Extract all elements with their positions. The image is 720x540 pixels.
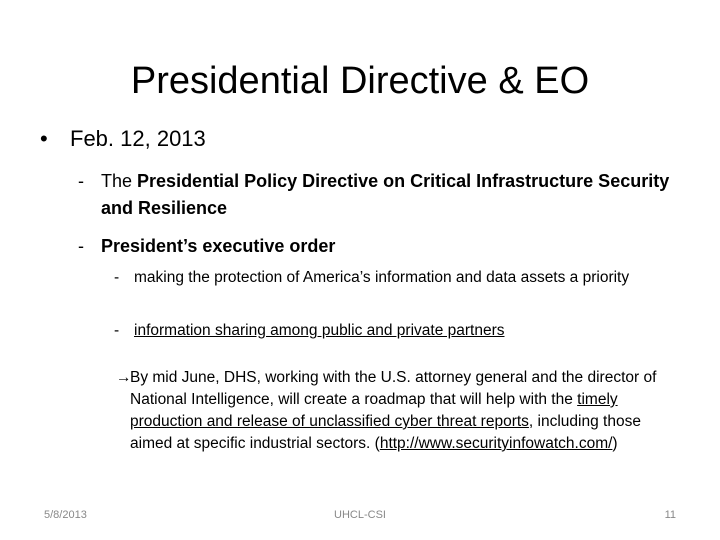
arrow-paragraph <box>116 367 661 455</box>
slide-title: Presidential Directive & EO <box>130 60 590 102</box>
source-link[interactable]: http://www.securityinfowatch.com/ <box>379 435 613 452</box>
sub-sub-item-information-sharing <box>114 320 674 342</box>
bullet-text: Feb. 12, 2013 <box>70 126 206 151</box>
sub-item-executive-order <box>78 233 698 260</box>
sub-item-text <box>101 168 698 222</box>
footer-center: UHCL-CSI <box>334 509 386 521</box>
sub-sub-item-text: information sharing among public and private partners <box>134 322 505 339</box>
arrow-icon: → <box>116 369 132 386</box>
paragraph-part-3: ) <box>612 435 618 452</box>
arrow-paragraph-text <box>130 367 661 455</box>
sub-item-bold: President’s executive order <box>101 236 336 256</box>
dash-marker: - <box>78 171 84 191</box>
footer-page-number: 11 <box>664 509 676 521</box>
sub-item-policy-directive <box>78 168 698 222</box>
dash-marker: - <box>114 322 120 339</box>
sub-item-prefix: The <box>101 171 138 191</box>
paragraph-part-1: By mid June, DHS, working with the U.S. attorney general and the director of National Intelligence, will create a roadmap that will help with the <box>130 369 657 408</box>
sub-sub-item-protection <box>114 267 674 289</box>
bullet-item-date <box>40 124 206 154</box>
bullet-marker: • <box>40 126 48 151</box>
paragraph-part-2: , including those aimed at specific industrial sectors. ( <box>130 413 641 452</box>
sub-sub-item-text: making the protection of America’s information and data assets a priority <box>134 269 630 286</box>
sub-item-bold: Presidential Policy Directive on Critical Infrastructure Security and Resilience <box>101 171 670 218</box>
paragraph-underlined: timely production and release of unclassified cyber threat reports <box>130 391 618 430</box>
dash-marker: - <box>78 236 84 256</box>
dash-marker: - <box>114 269 120 286</box>
footer-date: 5/8/2013 <box>44 509 87 521</box>
sub-item-text <box>101 233 698 260</box>
